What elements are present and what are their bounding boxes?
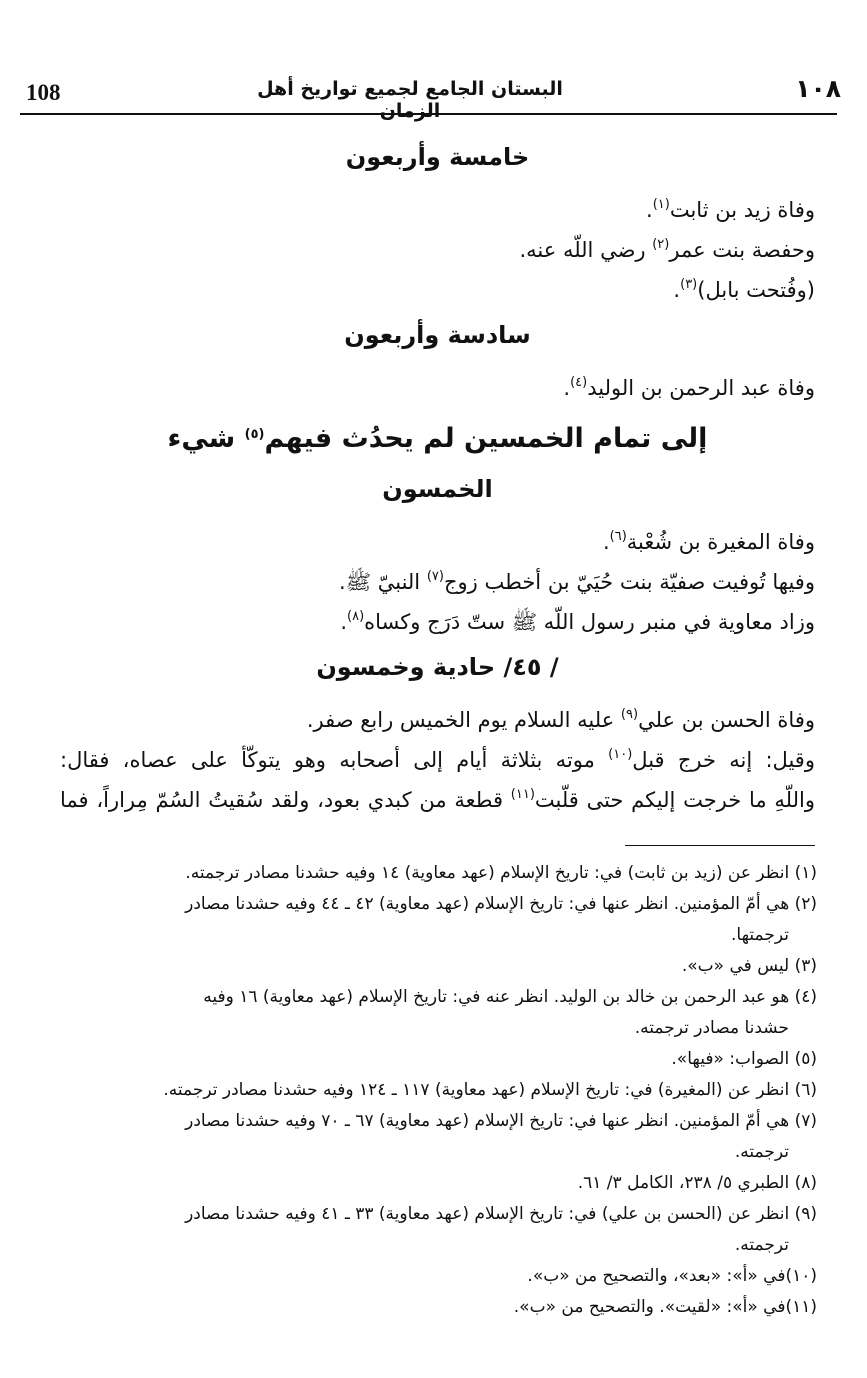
text-run: وفاة المغيرة بن شُعْبة (626, 530, 815, 554)
section-heading-year-45: خامسة وأربعون (345, 143, 530, 171)
footnote-2: (٢) هي أمّ المؤمنين. انظر عنها في: تاريخ الإسلام (عهد معاوية) ٤٢ ـ ٤٤ وفيه حشدنا مصادر (185, 894, 817, 914)
footnote-6: (٦) انظر عن (المغيرة) في: تاريخ الإسلام (عهد معاوية) ١١٧ ـ ١٢٤ وفيه حشدنا مصادر ترجمته. (163, 1080, 817, 1100)
header-divider (20, 113, 837, 115)
section-heading-year-50: الخمسون (382, 475, 493, 503)
footnote-7: (٧) هي أمّ المؤمنين. انظر عنها في: تاريخ الإسلام (عهد معاوية) ٦٧ ـ ٧٠ وفيه حشدنا مصادر (185, 1111, 817, 1131)
text-run: وفاة عبد الرحمن بن الوليد (587, 376, 815, 400)
main-text (60, 132, 815, 820)
footnote-ref: (٧) (426, 569, 444, 584)
footnote-9: (٩) انظر عن (الحسن بن علي) في: تاريخ الإسلام (عهد معاوية) ٣٣ ـ ٤١ وفيه حشدنا مصادر (185, 1204, 817, 1224)
footnote-11: (١١)في «أ»: «لقيت». والتصحيح من «ب». (513, 1297, 817, 1317)
text-run: موته بثلاثة أيام إلى أصحابه وهو يتوكّأ على عصاه، فقال: (60, 748, 609, 772)
text-line (60, 368, 815, 408)
text-run: عليه السلام يوم الخميس رابع صفر. (306, 708, 621, 732)
footnotes (40, 858, 817, 1323)
text-line (60, 522, 815, 562)
text-run: وقيل: إنه خرج قبل (632, 748, 815, 772)
text-line (60, 190, 815, 230)
running-header-title: البستان الجامع لجميع تواريخ أهل الزمان (257, 78, 563, 122)
footnote-5: (٥) الصواب: «فيها». (671, 1049, 817, 1069)
text-run: واللّهِ ما خرجت إليكم حتى قلّبت (534, 788, 815, 812)
heading-run: إلى تمام الخمسين لم يحدُث فيهم (264, 423, 708, 454)
footnote-3: (٣) ليس في «ب». (681, 956, 817, 976)
section-heading-year-51: / ٤٥/ حادية وخمسون (316, 653, 559, 681)
page-number-arabic: ١٠٨ (795, 74, 841, 103)
footnote-ref: (١٠) (608, 747, 633, 762)
section-heading-until-fifty (60, 424, 815, 454)
section-heading-year-46: سادسة وأربعون (344, 321, 531, 349)
text-line (60, 270, 815, 310)
footnote-10: (١٠)في «أ»: «بعد»، والتصحيح من «ب». (527, 1266, 817, 1286)
text-run: . (673, 278, 681, 302)
text-line (60, 780, 815, 820)
text-run: وزاد معاوية في منبر رسول اللّه ﷺ ستّ دَرَج وكساه (364, 610, 815, 634)
footnote-ref: (١) (652, 197, 670, 212)
text-line (60, 740, 815, 780)
footnote-ref: (٨) (347, 609, 365, 624)
footnote-2-continuation: ترجمتها. (731, 925, 789, 945)
text-run: قطعة من كبدي بعود، ولقد سُقيتُ السُمّ مِراراً، فما (60, 788, 511, 812)
footnote-7-continuation: ترجمته. (734, 1142, 789, 1162)
footnote-ref: (٤) (570, 375, 588, 390)
page-number-latin: 108 (26, 80, 61, 105)
text-run: . (602, 530, 610, 554)
text-run: وفاة زيد بن ثابت (669, 198, 815, 222)
text-line (60, 602, 815, 642)
footnote-divider (625, 845, 815, 846)
footnote-4-continuation: حشدنا مصادر ترجمته. (634, 1018, 789, 1038)
text-run: . (340, 610, 348, 634)
heading-run: شيء (167, 423, 245, 454)
text-line (60, 230, 815, 270)
footnote-ref: (٣) (680, 277, 698, 292)
text-run: . (563, 376, 571, 400)
text-run: وفيها تُوفيت صفيّة بنت حُيَيّ بن أخطب زوج (443, 570, 815, 594)
footnote-ref: (٢) (652, 237, 670, 252)
text-run: وفاة الحسن بن علي (638, 708, 815, 732)
footnote-ref: (٦) (609, 529, 627, 544)
text-run: (وفُتحت بابل) (697, 278, 815, 302)
text-run: وحفصة بنت عمر (669, 238, 815, 262)
text-run: رضي اللّه عنه. (519, 238, 653, 262)
footnote-ref: (١١) (510, 787, 535, 802)
footnote-ref: (٥) (244, 427, 265, 442)
footnote-9-continuation: ترجمته. (734, 1235, 789, 1255)
footnote-4: (٤) هو عبد الرحمن بن خالد بن الوليد. انظر عنه في: تاريخ الإسلام (عهد معاوية) ١٦ وفيه (203, 987, 817, 1007)
text-line (60, 562, 815, 602)
footnote-ref: (٩) (620, 707, 639, 722)
footnote-1: (١) انظر عن (زيد بن ثابت) في: تاريخ الإسلام (عهد معاوية) ١٤ وفيه حشدنا مصادر ترجمته. (185, 863, 817, 883)
footnote-8: (٨) الطبري ٥/ ٢٣٨، الكامل ٣/ ٦١. (577, 1173, 817, 1193)
text-line (60, 700, 815, 740)
text-run: . (646, 198, 653, 222)
text-run: النبيّ ﷺ. (339, 570, 427, 594)
